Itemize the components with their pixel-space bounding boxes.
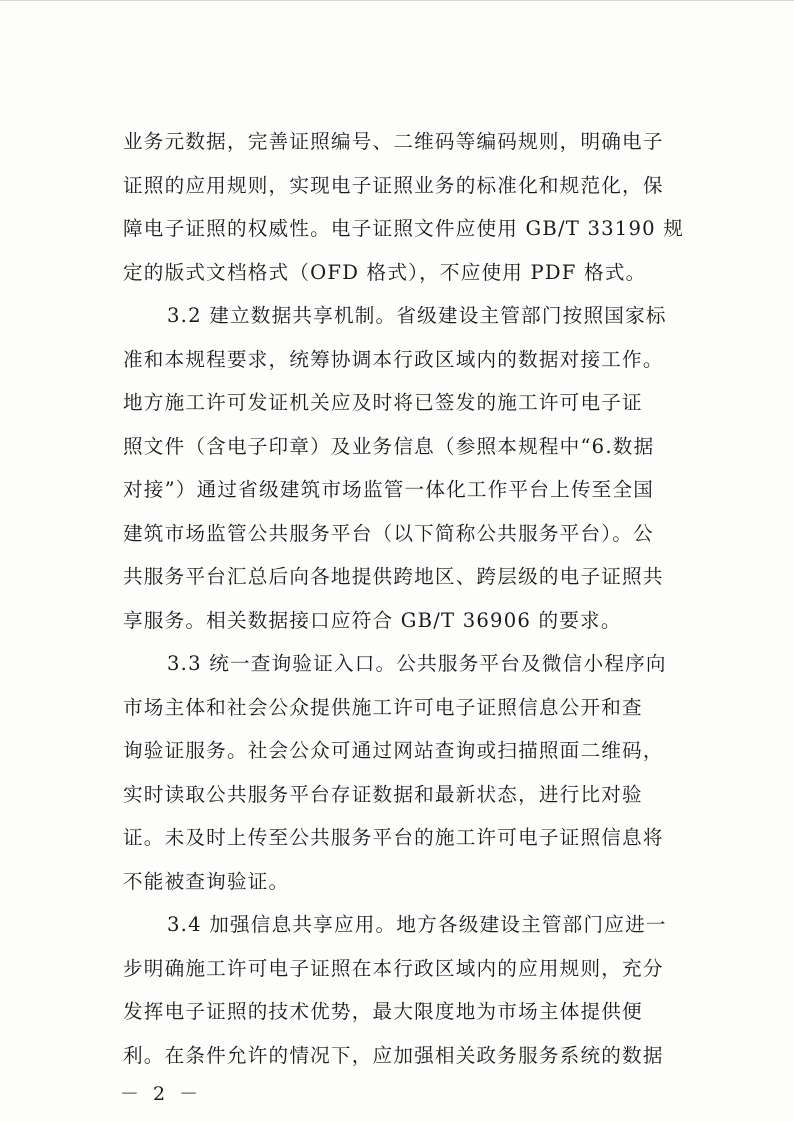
paragraph-3-2 [123,294,698,642]
text-line: 3.4 加强信息共享应用。地方各级建设主管部门应进一 [167,913,667,936]
text-line: 障电子证照的权威性。电子证照文件应使用 GB/T 33190 规 [123,217,685,240]
text-line: 证照的应用规则，实现电子证照业务的标准化和规范化，保 [123,173,664,197]
paragraph-continuation [123,120,698,294]
body-text [123,120,698,1077]
text-line: 3.3 统一查询验证入口。公共服务平台及微信小程序向 [167,652,667,675]
text-line: 地方施工许可发证机关应及时将已签发的施工许可电子证 [123,391,643,414]
text-line: 询验证服务。社会公众可通过网站查询或扫描照面二维码， [123,739,664,762]
text-line: 享服务。相关数据接口应符合 GB/T 36906 的要求。 [123,608,622,632]
text-line: 建筑市场监管公共服务平台（以下简称公共服务平台）。公 [123,521,654,545]
text-line: 实时读取公共服务平台存证数据和最新状态，进行比对验 [123,782,643,806]
paragraph-3-4 [123,903,698,1077]
text-line: 照文件（含电子印章）及业务信息（参照本规程中“6.数据 [123,434,655,458]
text-line: 步明确施工许可电子证照在本行政区域内的应用规则，充分 [123,956,664,980]
text-line: 利。在条件允许的情况下，应加强相关政务服务系统的数据 [123,1043,664,1067]
text-line: 定的版式文档格式（OFD 格式），不应使用 PDF 格式。 [123,260,647,284]
text-line: 业务元数据，完善证照编号、二维码等编码规则，明确电子 [123,130,664,153]
page-top-edge [0,0,794,1]
text-line: 准和本规程要求，统筹协调本行政区域内的数据对接工作。 [123,347,664,371]
text-line: 3.2 建立数据共享机制。省级建设主管部门按照国家标 [167,304,667,327]
text-line: 对接”）通过省级建筑市场监管一体化工作平台上传至全国 [123,478,655,501]
text-line: 市场主体和社会公众提供施工许可电子证照信息公开和查 [123,695,643,719]
text-line: 共服务平台汇总后向各地提供跨地区、跨层级的电子证照共 [123,565,664,588]
page-number: － 2 － [120,1083,203,1105]
text-line: 证。未及时上传至公共服务平台的施工许可电子证照信息将 [123,826,664,849]
text-line: 发挥电子证照的技术优势，最大限度地为市场主体提供便 [123,1000,643,1023]
text-line: 不能被查询验证。 [123,869,290,893]
paragraph-3-3 [123,642,698,903]
